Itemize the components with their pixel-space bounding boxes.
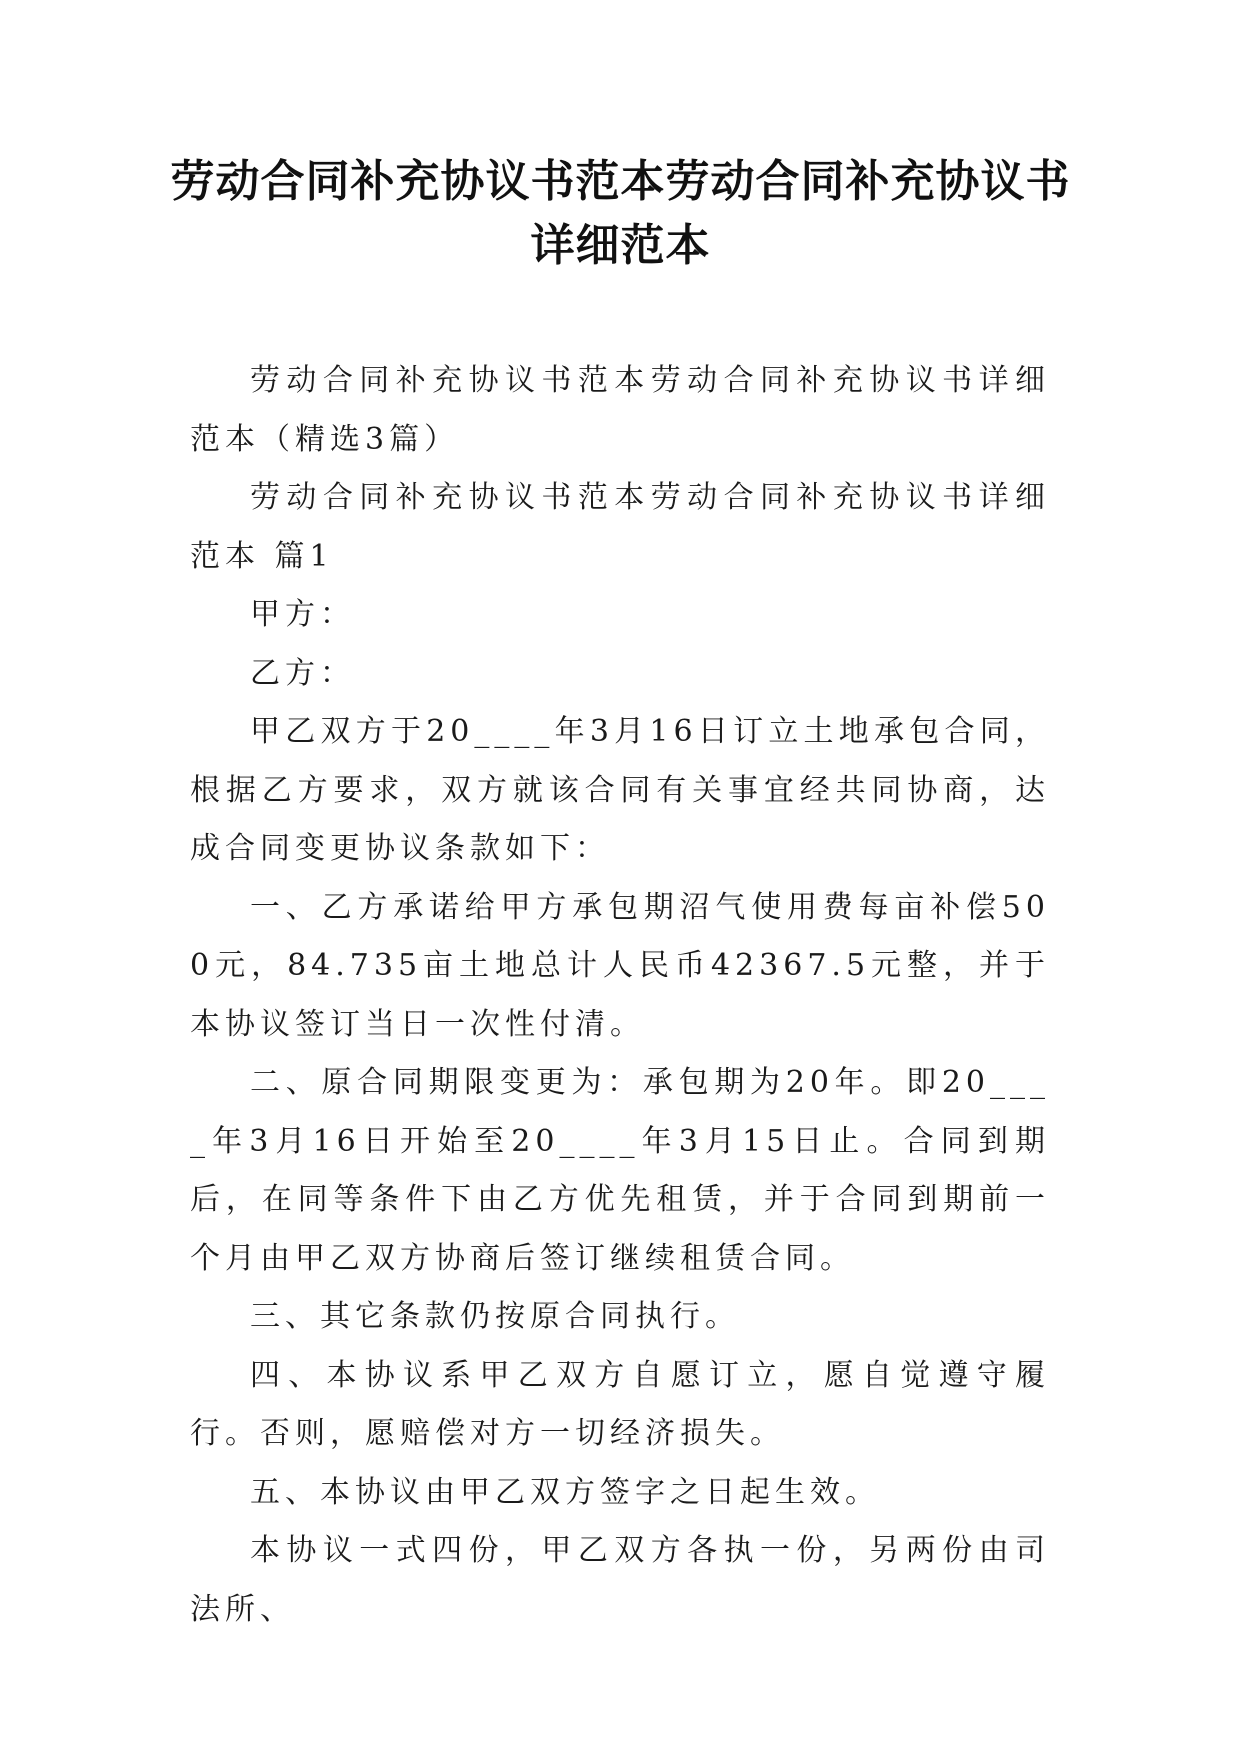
paragraph-party-a: 甲方： — [250, 597, 355, 632]
paragraph-clause-3: 三、其它条款仍按原合同执行。 — [250, 1299, 740, 1334]
paragraph-section-heading: 劳动合同补充协议书范本劳动合同补充协议书详细范本 篇1 — [190, 480, 1050, 574]
paragraph-copies: 本协议一式四份，甲乙双方各执一份，另两份由司法所、 — [190, 1533, 1050, 1627]
paragraph-clause-4: 四、本协议系甲乙双方自愿订立，愿自觉遵守履行。否则，愿赔偿对方一切经济损失。 — [190, 1357, 1050, 1451]
paragraph-clause-1: 一、乙方承诺给甲方承包期沼气使用费每亩补偿500元，84.735亩土地总计人民币42367.5元整，并于本协议签订当日一次性付清。 — [190, 889, 1050, 1042]
paragraph-preamble: 甲乙双方于20____年3月16日订立土地承包合同，根据乙方要求，双方就该合同有关事宜经共同协商，达成合同变更协议条款如下： — [190, 714, 1050, 866]
paragraph-party-b: 乙方： — [250, 655, 355, 691]
paragraph-intro: 劳动合同补充协议书范本劳动合同补充协议书详细范本（精选3篇） — [190, 363, 1050, 457]
paragraph-clause-5: 五、本协议由甲乙双方签字之日起生效。 — [250, 1474, 880, 1510]
paragraph-clause-2: 二、原合同期限变更为：承包期为20年。即20____年3月16日开始至20____年3月15日止。合同到期后，在同等条件下由乙方优先租赁，并于合同到期前一个月由甲乙双方协商后签订继续租赁合同。 — [190, 1065, 1050, 1276]
document-body — [190, 352, 1050, 1639]
document-title: 劳动合同补充协议书范本劳动合同补充协议书详细范本 — [170, 156, 1071, 271]
